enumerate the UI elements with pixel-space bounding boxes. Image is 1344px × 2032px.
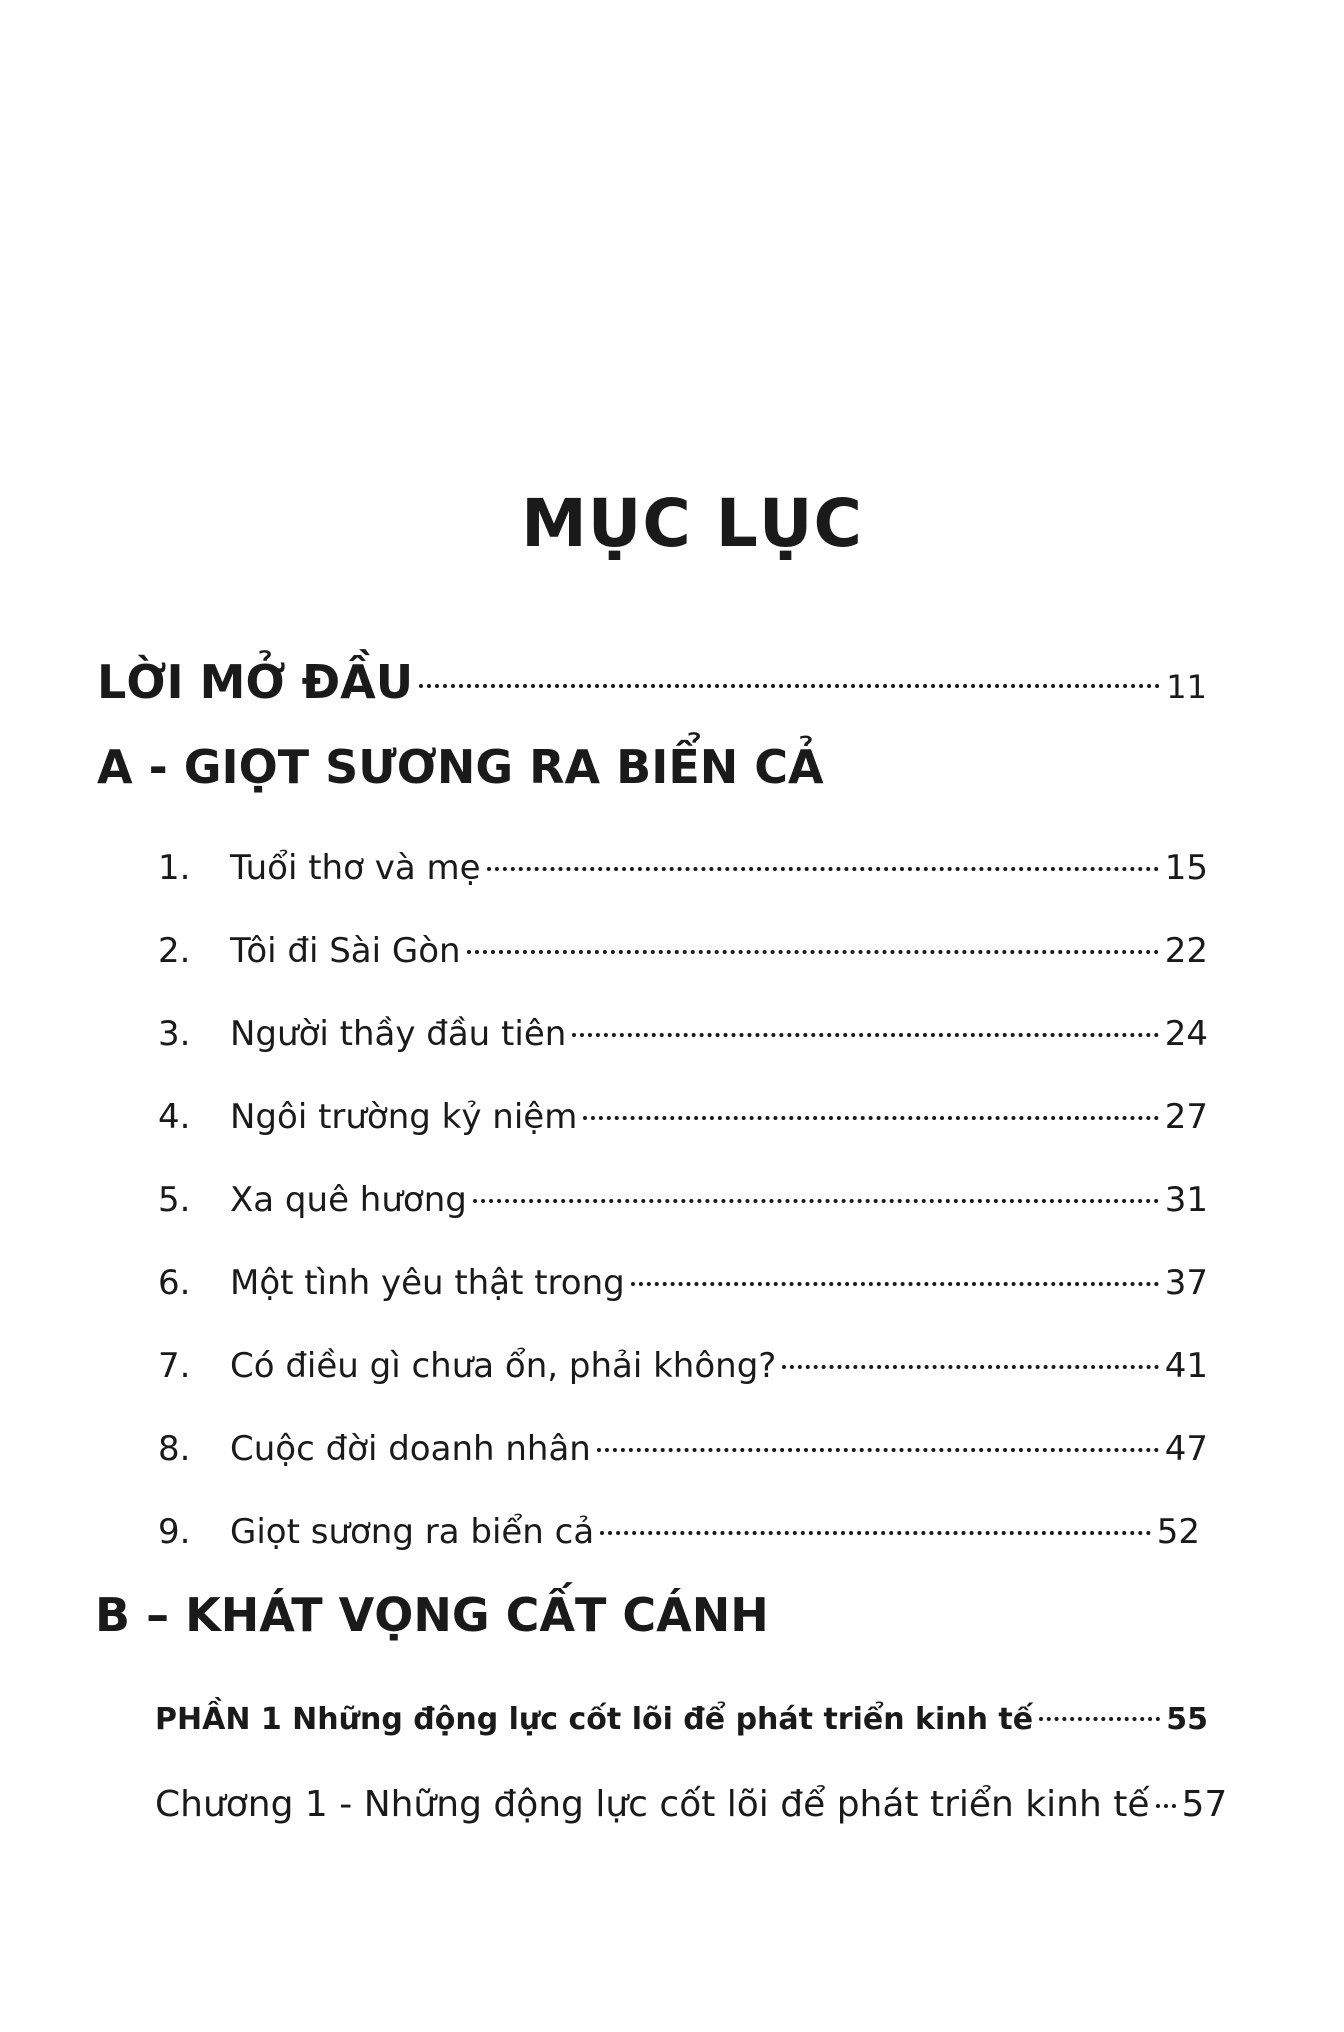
dot-leader [583, 1116, 1158, 1120]
toc-part-label: PHẦN 1 Những động lực cốt lõi để phát triển kinh tế [155, 1702, 1034, 1737]
toc-item-number: 5. [158, 1180, 191, 1220]
toc-item [158, 931, 1208, 971]
toc-item-number: 9. [158, 1512, 191, 1552]
toc-item [158, 1097, 1208, 1137]
toc-item [158, 1180, 1208, 1220]
dot-leader [782, 1365, 1158, 1369]
toc-item-number: 6. [158, 1263, 191, 1303]
toc-preface-page: 11 [1166, 668, 1207, 706]
dot-leader [467, 950, 1159, 954]
dot-leader [572, 1033, 1158, 1037]
dot-leader [1039, 1717, 1160, 1721]
toc-item-number: 2. [158, 931, 191, 971]
toc-item-label: Có điều gì chưa ổn, phải không? [230, 1346, 777, 1386]
dot-leader [419, 684, 1160, 688]
toc-item-page: 15 [1164, 848, 1208, 888]
dot-leader [597, 1448, 1159, 1452]
toc-item [158, 1014, 1208, 1054]
toc-section-b-heading: B – KHÁT VỌNG CẤT CÁNH [95, 1588, 769, 1642]
toc-item-page: 31 [1164, 1180, 1208, 1220]
toc-item [158, 1512, 1200, 1552]
toc-chapter [155, 1784, 1228, 1825]
toc-chapter-label: Chương 1 - Những động lực cốt lõi để phát triển kinh tế [155, 1784, 1150, 1825]
toc-item-number: 8. [158, 1429, 191, 1469]
toc-item-label: Cuộc đời doanh nhân [230, 1429, 591, 1469]
toc-item-number: 7. [158, 1346, 191, 1386]
toc-chapter-page: 57 [1181, 1784, 1228, 1825]
toc-item [158, 1429, 1208, 1469]
dot-leader [473, 1199, 1159, 1203]
toc-item [158, 1263, 1208, 1303]
dot-leader [600, 1531, 1151, 1535]
toc-item-page: 27 [1164, 1097, 1208, 1137]
toc-part-page: 55 [1166, 1702, 1208, 1737]
toc-item-page: 41 [1164, 1346, 1208, 1386]
toc-item-page: 37 [1164, 1263, 1208, 1303]
toc-item-page: 52 [1156, 1512, 1200, 1552]
toc-part [155, 1702, 1208, 1737]
toc-section-a-heading: A - GIỌT SƯƠNG RA BIỂN CẢ [97, 740, 824, 794]
toc-item-label: Người thầy đầu tiên [230, 1014, 567, 1054]
toc-item-label: Tuổi thơ và mẹ [230, 848, 481, 888]
dot-leader [1156, 1804, 1176, 1808]
toc-item-page: 47 [1164, 1429, 1208, 1469]
dot-leader [631, 1282, 1159, 1286]
toc-item-label: Giọt sương ra biển cả [230, 1512, 595, 1552]
toc-item-number: 1. [158, 848, 191, 888]
toc-item-label: Ngôi trường kỷ niệm [230, 1097, 578, 1137]
toc-item-page: 22 [1164, 931, 1208, 971]
toc-item-label: Xa quê hương [230, 1180, 467, 1220]
toc-item [158, 848, 1208, 888]
toc-item-label: Một tình yêu thật trong [230, 1263, 625, 1303]
toc-preface [97, 655, 1207, 709]
toc-item-page: 24 [1164, 1014, 1208, 1054]
toc-item-number: 3. [158, 1014, 191, 1054]
toc-item-number: 4. [158, 1097, 191, 1137]
dot-leader [487, 867, 1159, 871]
page-title: MỤC LỤC [521, 485, 863, 562]
toc-preface-label: LỜI MỞ ĐẦU [97, 655, 414, 709]
toc-item [158, 1346, 1208, 1386]
toc-item-label: Tôi đi Sài Gòn [230, 931, 461, 971]
